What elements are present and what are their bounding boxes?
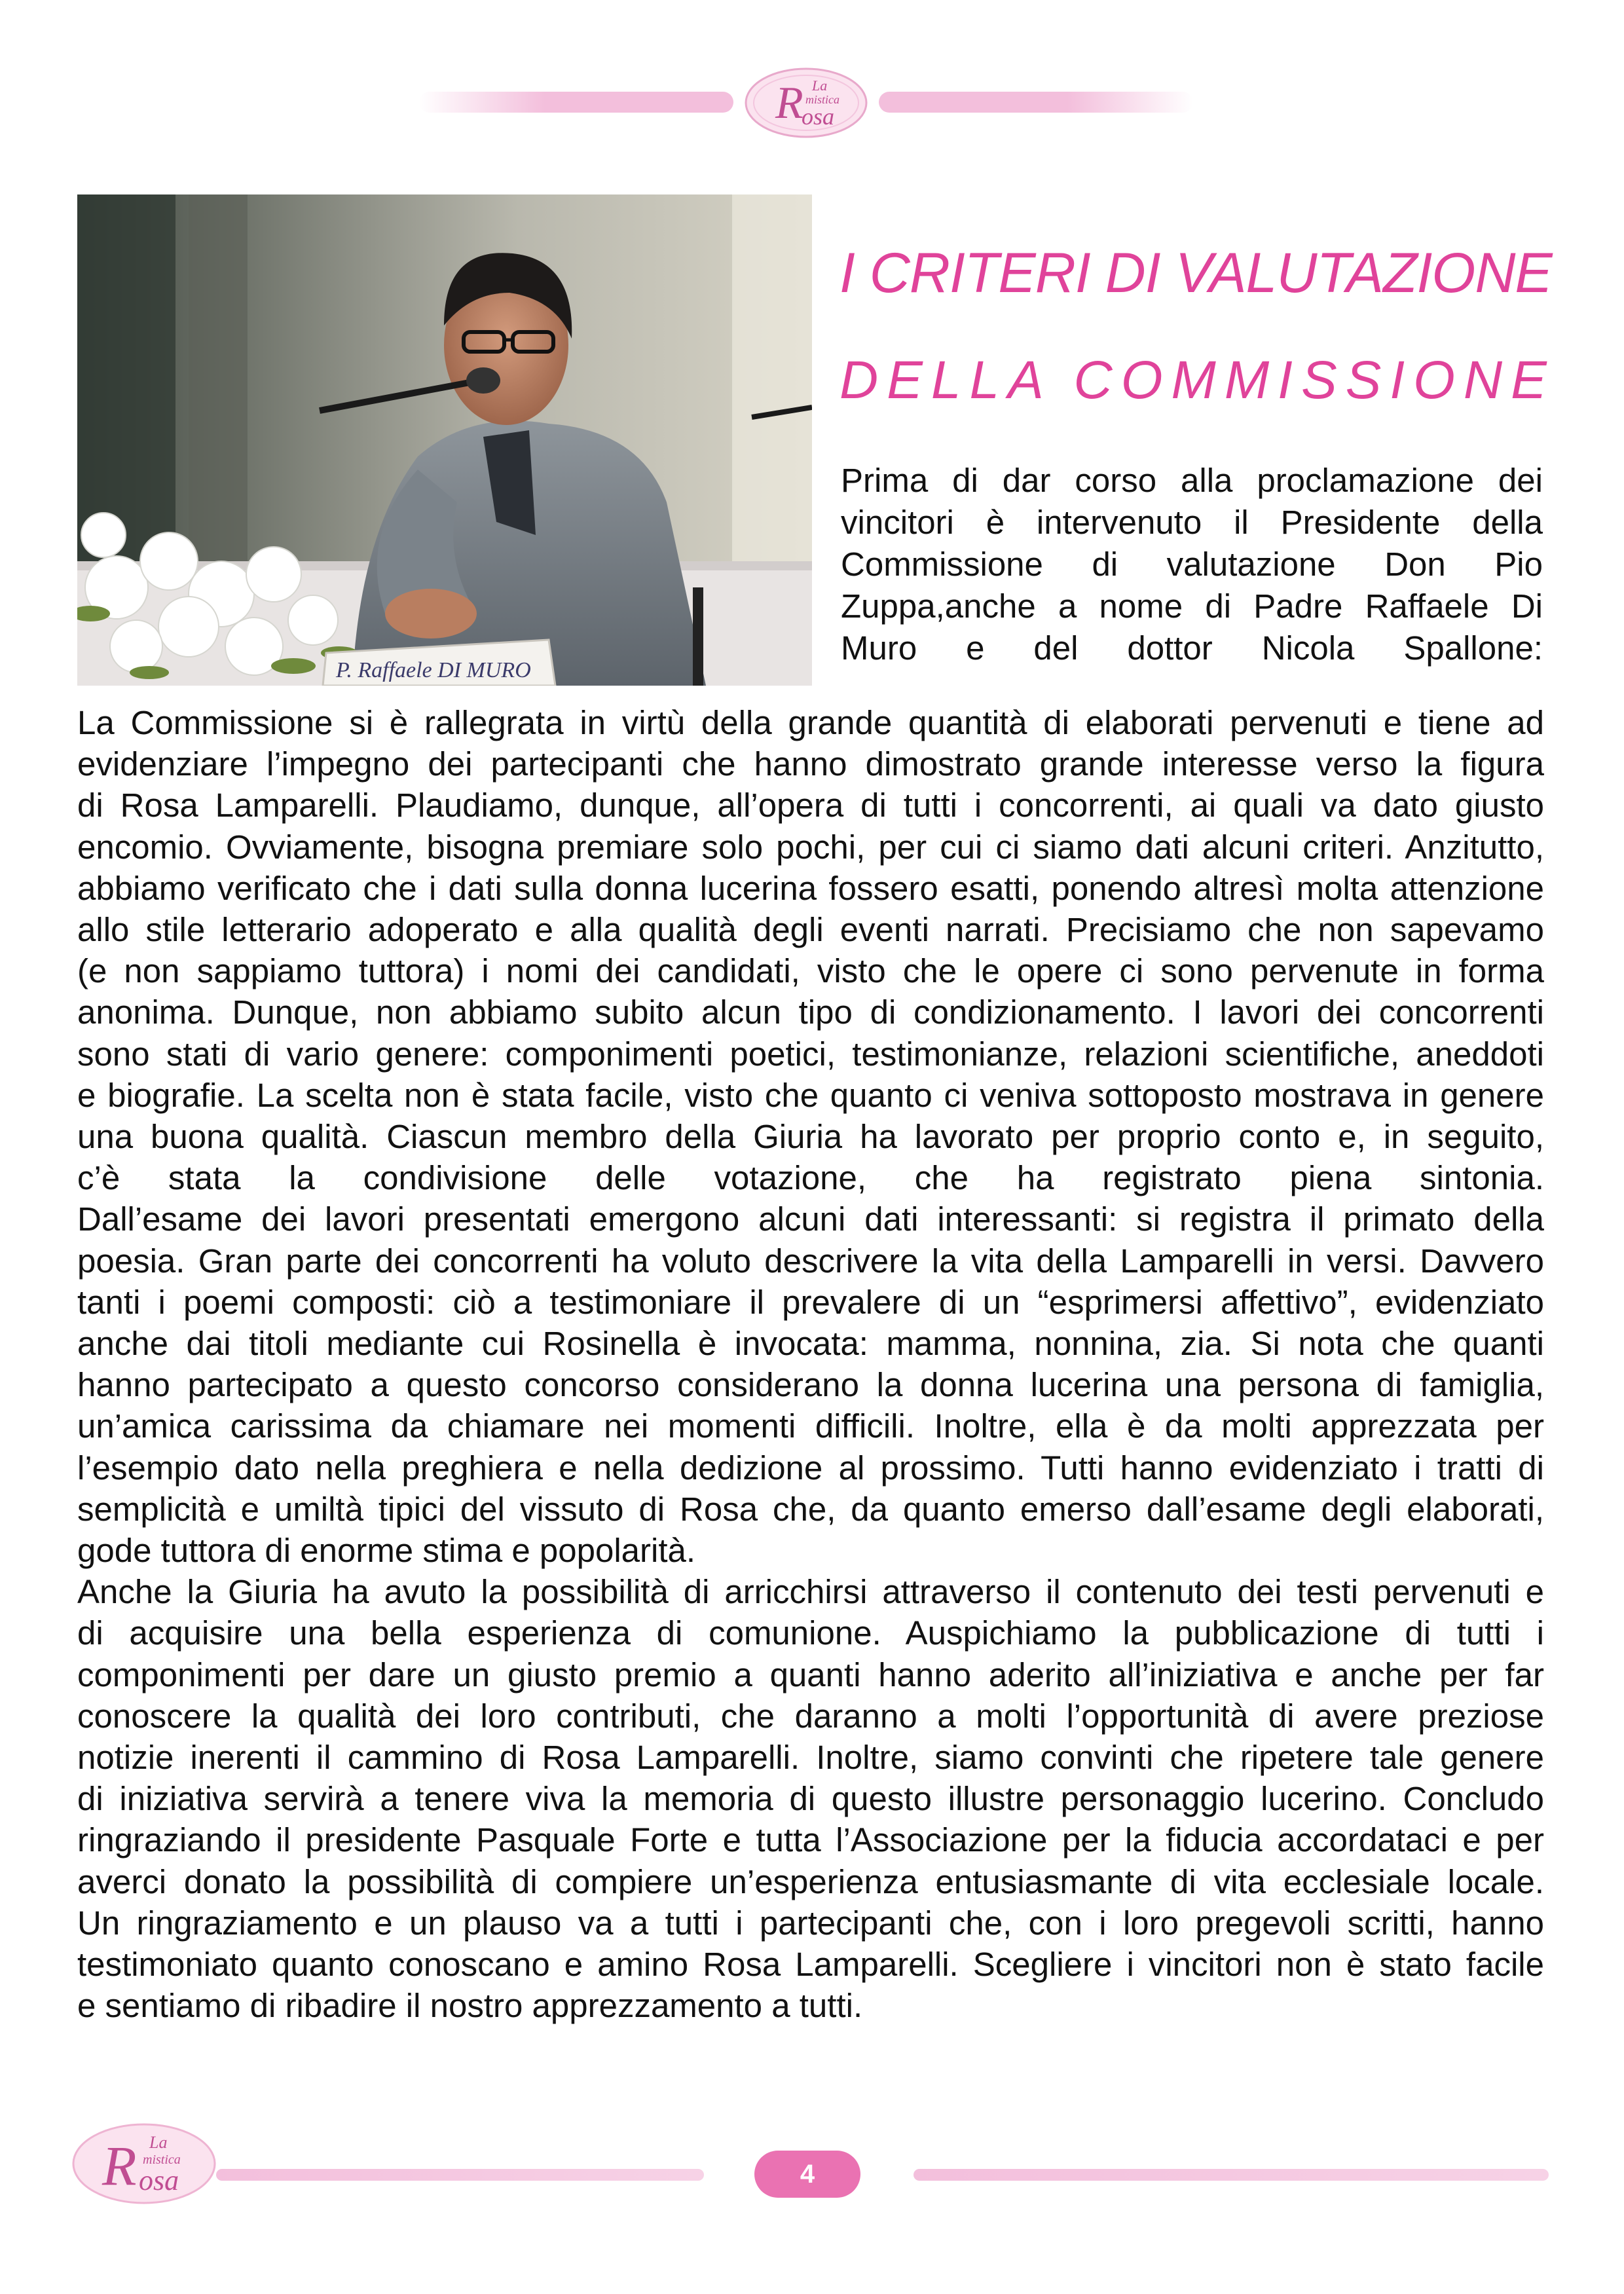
body-line: un’amica carissima da chiamare nei momenti difficili. Inoltre, ella è da molti apprezzata per [77,1407,1544,1445]
paragraph-2 [77,1571,1544,2026]
intro-paragraph [841,460,1543,669]
body-line: La Commissione si è rallegrata in virtù della grande quantità di elaborati pervenuti e tiene ad [77,704,1544,741]
body-line: anonima. Dunque, non abbiamo subito alcun tipo di condizionamento. I lavori dei concorrenti [77,993,1544,1031]
nameplate-text: P. Raffaele DI MURO [336,658,531,682]
body-line: semplicità e umiltà tipici del vissuto di Rosa che, da quanto emerso dall’esame degli elaborati, [77,1490,1544,1528]
svg-text:osa: osa [802,103,835,130]
body-line: e biografie. La scelta non è stata facile, visto che quanto ci veniva sottoposto mostrava in genere [77,1076,1544,1114]
body-line: averci donato la possibilità di compiere un’esperienza entusiasmante di vita ecclesiale locale. [77,1862,1544,1900]
body-line: poesia. Gran parte dei concorrenti ha voluto descrivere la vita della Lamparelli in versi. Davvero [77,1242,1544,1280]
footer-logo [65,2117,223,2208]
speaker-photo [77,194,812,686]
body-line: di Rosa Lamparelli. Plaudiamo, dunque, all’opera di tutti i concorrenti, ai quali va dato giusto [77,786,1544,824]
body-line: notizie inerenti il cammino di Rosa Lamparelli. Inoltre, siamo convinti che ripetere tale genere [77,1739,1544,1777]
article-body [77,702,1544,2027]
body-line: una buona qualità. Ciascun membro della Giuria ha lavorato per proprio conto e, in seguito, [77,1118,1544,1156]
body-line: componimenti per dare un giusto premio a quanti hanno aderito all’iniziativa e anche per far [77,1656,1544,1693]
svg-text:osa: osa [139,2164,179,2196]
body-line: Dall’esame dei lavori presentati emergono alcuni dati interessanti: si registra il primato della [77,1200,1544,1238]
page-number: 4 [754,2151,860,2198]
body-line: c’è stata la condivisione delle votazione, che ha registrato piena sintonia. [77,1159,1544,1197]
svg-text:mistica: mistica [805,93,840,106]
body-line: conoscere la qualità dei loro contributi, che daranno a molti l’opportunità di avere preziose [77,1697,1544,1735]
body-line: allo stile letterario adoperato e alla qualità degli eventi narrati. Precisiamo che non sapevamo [77,911,1544,949]
body-line: evidenziare l’impegno dei partecipanti che hanno dimostrato grande interesse verso la figura [77,745,1544,783]
body-line: hanno partecipato a questo concorso considerano la donna lucerina una persona di famiglia, [77,1366,1544,1404]
header-bar-left [419,92,733,113]
body-line: e sentiamo di ribadire il nostro apprezzamento a tutti. [77,1987,863,2025]
body-line: di iniziativa servirà a tenere viva la memoria di questo illustre personaggio lucerino. Concludo [77,1780,1544,1818]
body-line: anche dai titoli mediante cui Rosinella è invocata: mamma, nonnina, zia. Si nota che quanti [77,1325,1544,1363]
footer-bar-left [216,2169,704,2181]
body-line: tanti i poemi composti: ciò a testimoniare il prevalere di un “esprimersi affettivo”, evidenziato [77,1283,1544,1321]
header-bar-right [879,92,1193,113]
body-line: ringraziando il presidente Pasquale Forte e tutta l’Associazione per la fiducia accordataci e per [77,1821,1544,1859]
body-line: l’esempio dato nella preghiera e nella dedizione al prossimo. Tutti hanno evidenziato i tratti di [77,1449,1544,1487]
svg-text:R: R [102,2134,137,2197]
paragraph-1 [77,702,1544,1571]
body-line: di acquisire una bella esperienza di comunione. Auspichiamo la pubblicazione di tutti i [77,1614,1544,1652]
svg-text:La: La [149,2133,168,2152]
body-line: testimoniato quanto conoscano e amino Rosa Lamparelli. Scegliere i vincitori non è stato facile [77,1946,1544,1984]
intro-line: Zuppa,anche a nome di Padre Raffaele Di [841,587,1543,625]
body-line: encomio. Ovviamente, bisogna premiare solo pochi, per cui ci siamo dati alcuni criteri. Anzitutto, [77,828,1544,866]
intro-line: Commissione di valutazione Don Pio [841,546,1543,583]
svg-text:La: La [812,77,828,94]
footer-bar-right [913,2169,1549,2181]
intro-line: Prima di dar corso alla proclamazione dei [841,462,1543,499]
intro-line: Muro e del dottor Nicola Spallone: [841,629,1543,667]
body-line: sono stati di vario genere: componimenti poetici, testimonianze, relazioni scientifiche, aneddoti [77,1035,1544,1073]
article-title-line-2: DELLA COMMISSIONE [840,350,1555,410]
body-line: Anche la Giuria ha avuto la possibilità di arricchirsi attraverso il contenuto dei testi pervenuti e [77,1573,1544,1611]
magazine-logo [737,64,875,141]
body-line: abbiamo verificato che i dati sulla donna lucerina fossero esatti, ponendo altresì molta attenzione [77,869,1544,907]
svg-text:R: R [775,78,803,128]
svg-text:mistica: mistica [143,2153,181,2167]
body-line: gode tuttora di enorme stima e popolarità. [77,1532,696,1570]
intro-line: vincitori è intervenuto il Presidente della [841,504,1543,541]
body-line: (e non sappiamo tuttora) i nomi dei candidati, visto che le opere ci sono pervenute in forma [77,952,1544,990]
article-title-line-1: I CRITERI DI VALUTAZIONE [840,242,1552,305]
body-line: Un ringraziamento e un plauso va a tutti i partecipanti che, con i loro pregevoli scritti, hanno [77,1904,1544,1942]
